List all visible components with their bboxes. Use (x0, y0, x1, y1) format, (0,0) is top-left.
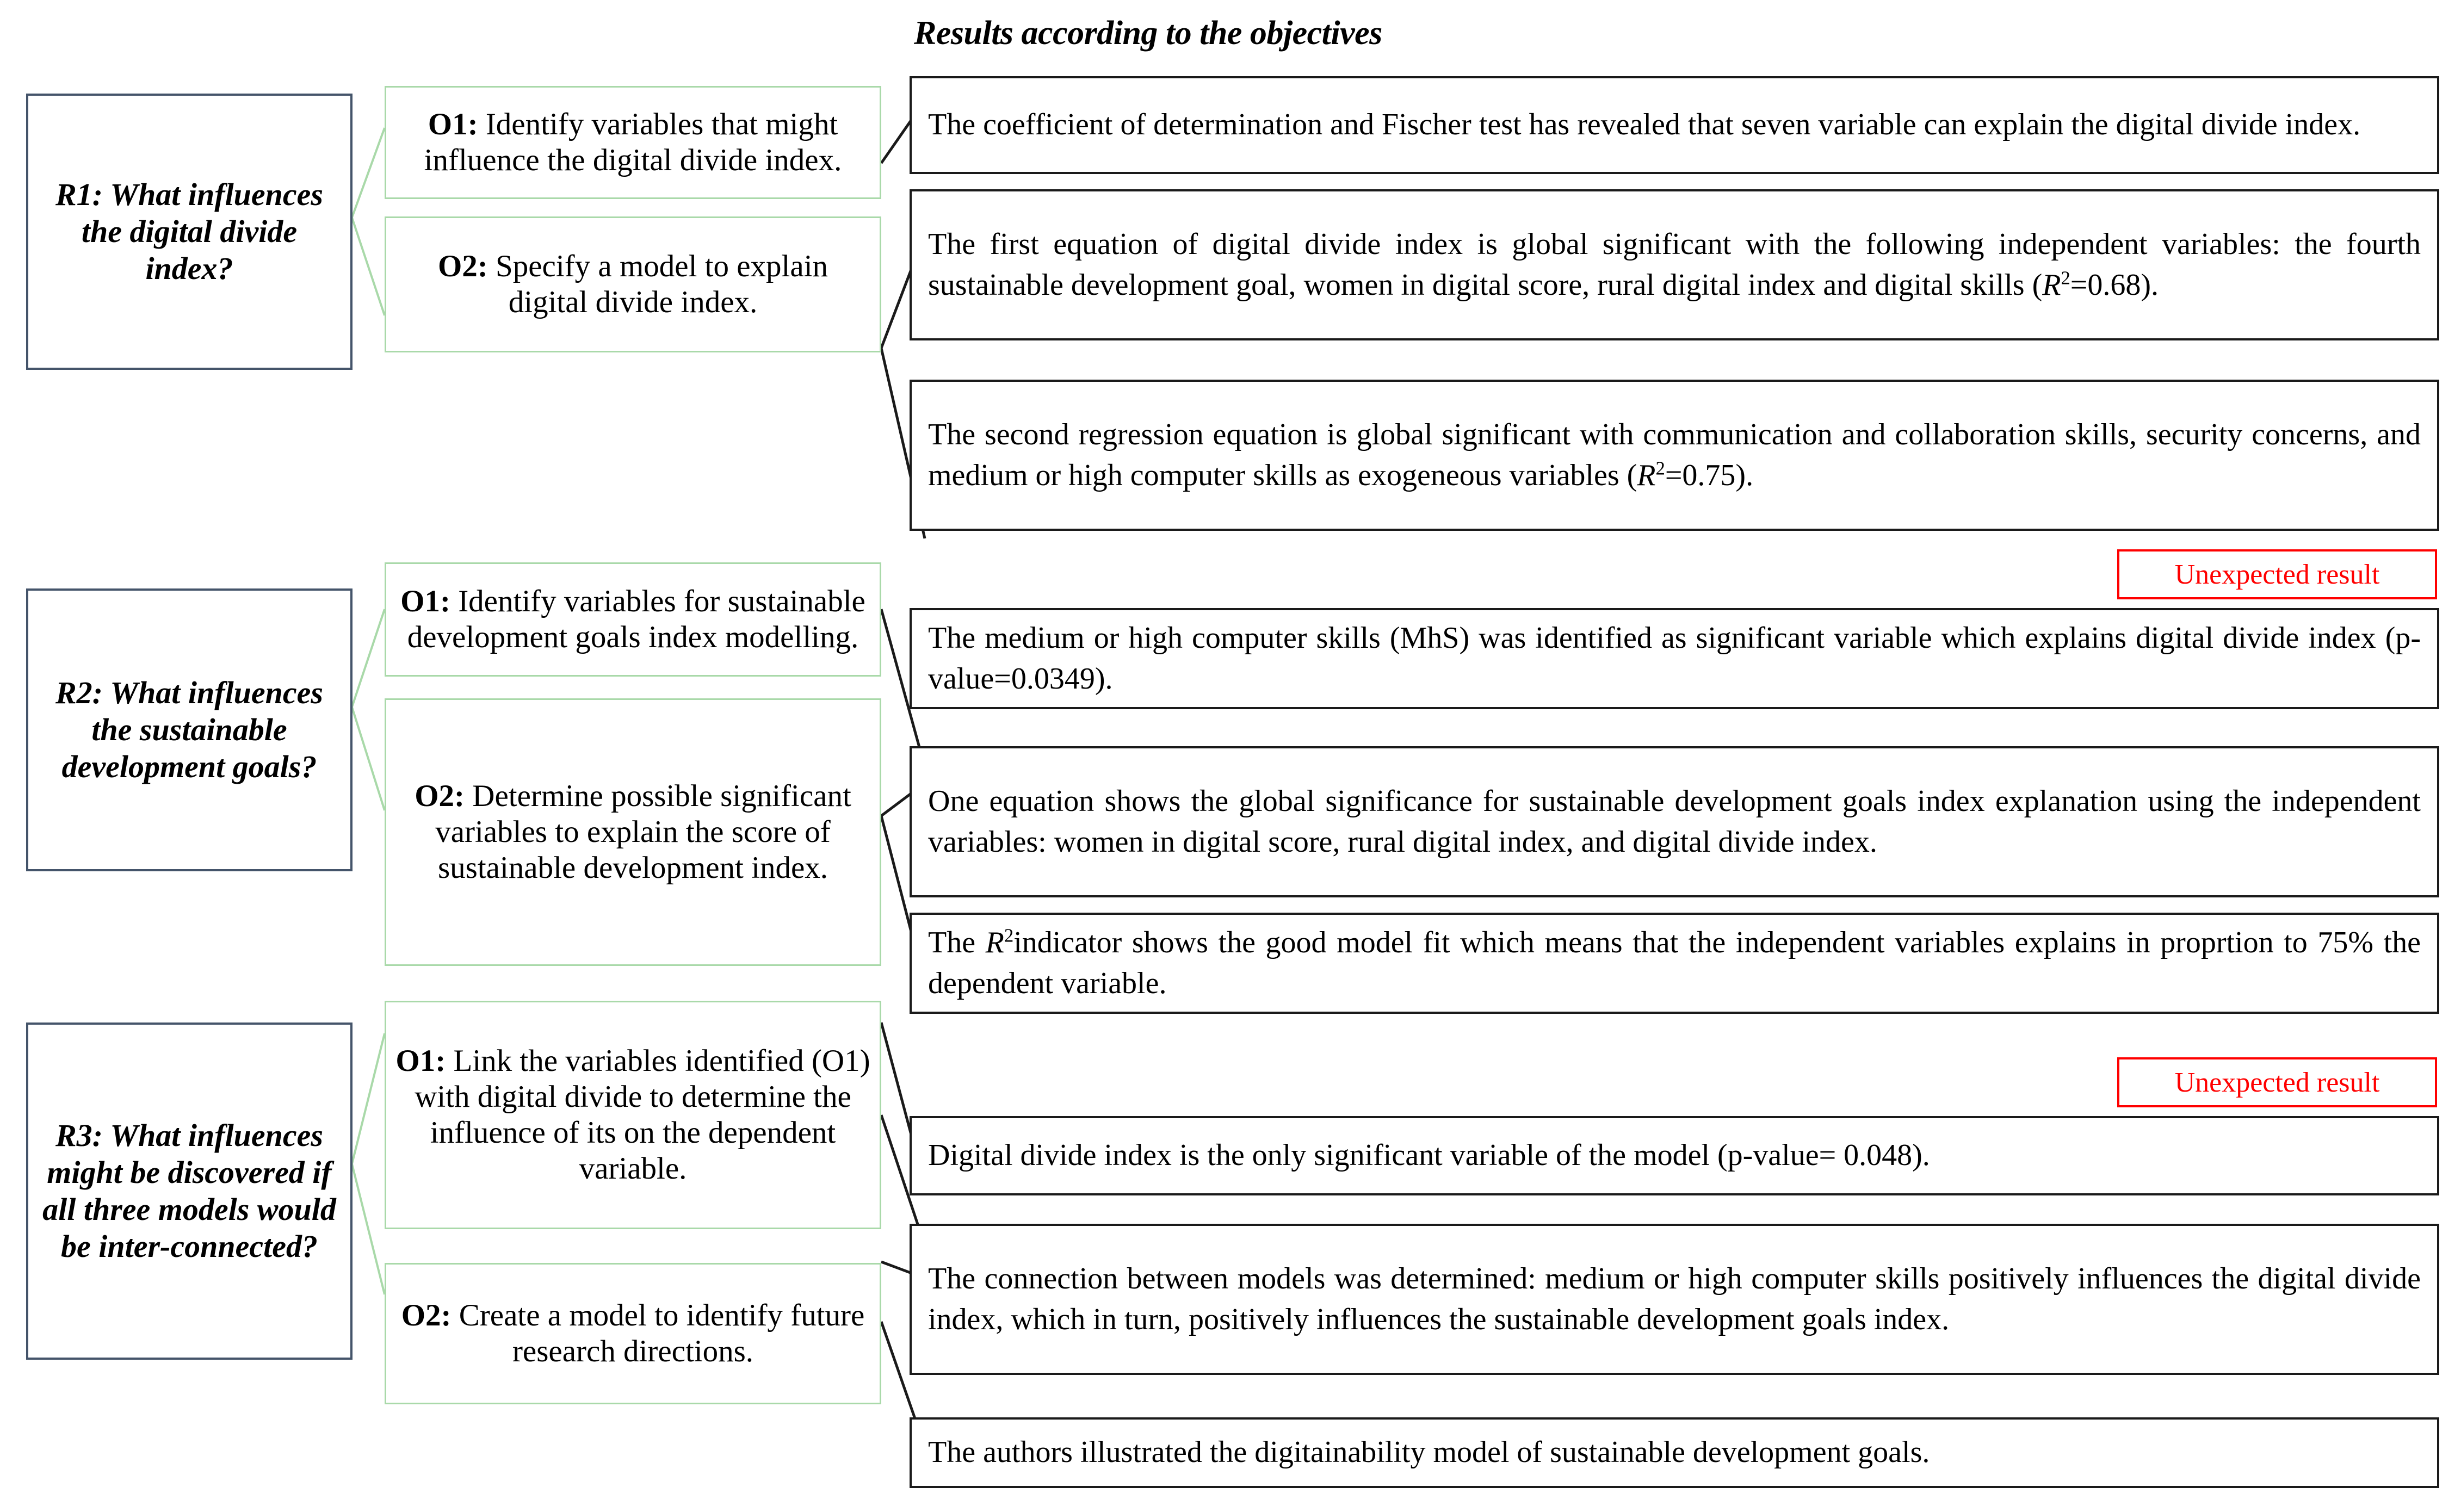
objective-box-r1-o1[interactable] (385, 86, 881, 199)
objective-body: Determine possible significant variables to explain the score of sustainable development index. (435, 778, 851, 885)
r-squared-symbol: R (1637, 458, 1656, 492)
result-box-9[interactable] (910, 1417, 2439, 1488)
objective-label: O1: (395, 1043, 446, 1078)
result-box-8[interactable] (910, 1224, 2439, 1375)
result-box-4[interactable] (910, 608, 2439, 709)
result-box-6[interactable] (910, 913, 2439, 1014)
result-text-pre: The (928, 925, 986, 959)
r-squared-symbol: R (2042, 268, 2061, 302)
result-box-1[interactable] (910, 76, 2439, 174)
result-text (912, 414, 2437, 496)
objective-text (386, 1043, 880, 1187)
result-box-3[interactable] (910, 380, 2439, 531)
objective-box-r2-o1[interactable] (385, 562, 881, 677)
objective-box-r3-o1[interactable] (385, 1001, 881, 1229)
objective-text (386, 249, 880, 320)
research-question-text: R2: What influences the sustainable development goals? (55, 675, 323, 784)
objective-text (386, 1298, 880, 1370)
objective-text (386, 584, 880, 655)
result-text-post: =0.75). (1665, 458, 1754, 492)
result-box-7[interactable] (910, 1116, 2439, 1195)
result-text-post: indicator shows the good model fit which means that the independent variables explains in proprtion to 75% the dependent variable. (928, 925, 2421, 1000)
research-question-box-r2[interactable] (26, 588, 353, 871)
result-box-2[interactable] (910, 189, 2439, 340)
objective-body: Create a model to identify future research directions. (451, 1298, 865, 1368)
result-box-5[interactable] (910, 746, 2439, 897)
objective-text (386, 778, 880, 886)
research-question-text: R3: What influences might be discovered if all three models would be inter-connected? (42, 1118, 336, 1264)
objective-body: Identify variables that might influence the digital divide index. (424, 107, 842, 177)
objective-label: O2: (437, 249, 488, 283)
r-squared-exponent: 2 (1004, 925, 1014, 946)
result-text-pre: The second regression equation is global significant with communication and collaboration skills, security concerns, and medium or high computer skills as exogeneous variables ( (928, 417, 2421, 492)
result-text (912, 922, 2437, 1004)
r-squared-exponent: 2 (2061, 267, 2070, 289)
result-text: The connection between models was determined: medium or high computer skills positively influences the digital divide index, which in turn, positively influences the sustainable development goals index. (928, 1261, 2421, 1336)
research-question-box-r3[interactable] (26, 1023, 353, 1360)
unexpected-result-badge-2[interactable]: Unexpected result (2117, 1057, 2437, 1107)
objective-box-r3-o2[interactable] (385, 1263, 881, 1404)
objective-body: Link the variables identified (O1) with digital divide to determine the influence of its on the dependent variable. (415, 1043, 870, 1186)
objective-box-r1-o2[interactable] (385, 216, 881, 352)
objective-body: Identify variables for sustainable development goals index modelling. (407, 584, 865, 654)
result-text: One equation shows the global significance for sustainable development goals index explanation using the independent variables: women in digital score, rural digital index, and digital divide index. (928, 784, 2421, 859)
page-title: Results according to the objectives (914, 15, 1382, 52)
result-text-post: =0.68). (2070, 268, 2159, 302)
objective-label: O2: (401, 1298, 452, 1333)
r-squared-symbol: R (985, 925, 1004, 959)
unexpected-result-badge-1[interactable]: Unexpected result (2117, 549, 2437, 599)
objective-label: O2: (415, 778, 465, 813)
research-question-box-r1[interactable] (26, 94, 353, 370)
r-squared-exponent: 2 (1655, 457, 1665, 479)
result-text: Digital divide index is the only significant variable of the model (p-value= 0.048). (928, 1138, 1930, 1173)
objective-label: O1: (400, 584, 450, 618)
result-text: The authors illustrated the digitainability model of sustainable development goals. (928, 1435, 1930, 1470)
objective-box-r2-o2[interactable] (385, 698, 881, 966)
result-text: The coefficient of determination and Fischer test has revealed that seven variable can explain the digital divide index. (928, 108, 2361, 142)
result-text-pre: The first equation of digital divide index is global significant with the following independent variables: the fourth sustainable development goal, women in digital score, rural digital index and digital skills ( (928, 227, 2421, 302)
objective-text (386, 107, 880, 178)
research-question-text: R1: What influences the digital divide index? (55, 177, 323, 286)
objective-label: O1: (428, 107, 478, 141)
result-text: The medium or high computer skills (MhS) was identified as significant variable which explains digital divide index (p-value=0.0349). (928, 621, 2421, 696)
result-text (912, 224, 2437, 306)
objective-body: Specify a model to explain digital divide index. (487, 249, 828, 319)
